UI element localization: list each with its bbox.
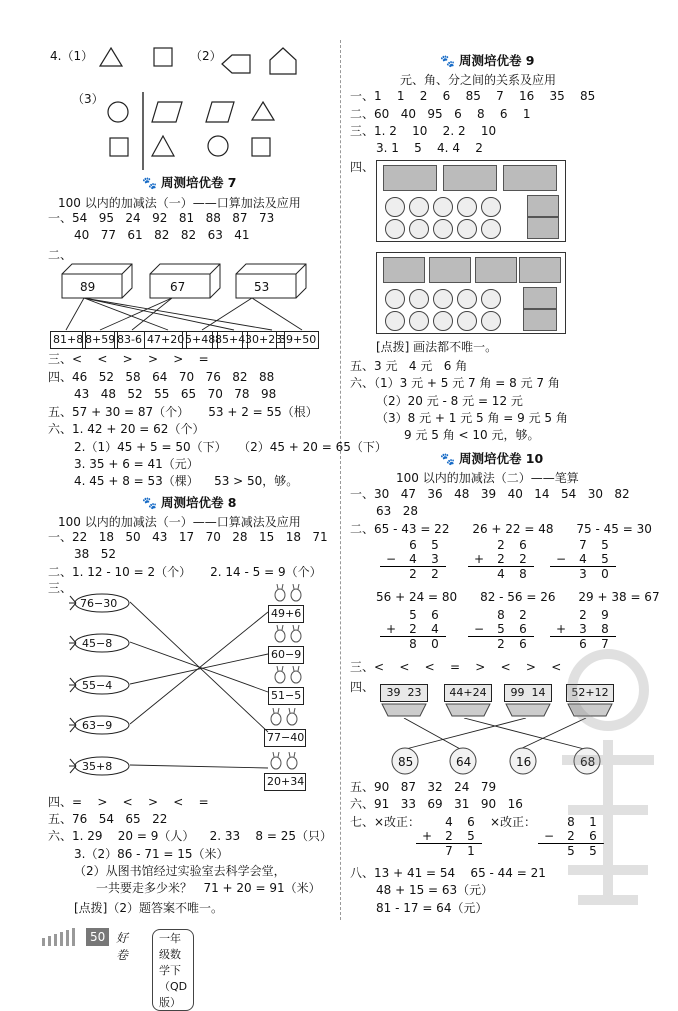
basket-label: 44+24	[444, 684, 492, 702]
week10-subtitle: 100 以内的加减法（二）——笔算	[396, 471, 579, 485]
q4-label-1: 4.（1）	[50, 49, 94, 63]
basket-label: 39 23	[380, 684, 428, 702]
rabbit-icon	[268, 584, 308, 602]
correction-calculation: 8 1 − 2 6 5 5	[538, 815, 604, 858]
rabbit-label: 49+6	[268, 605, 304, 623]
circle-icon	[206, 134, 230, 158]
rabbit-card	[268, 666, 308, 705]
answer-line: 二、65 - 43 = 22 26 + 22 = 48 75 - 45 = 30	[350, 522, 652, 536]
week10-title: 周测培优卷 10	[458, 451, 544, 466]
ball-label: 68	[580, 755, 596, 769]
parallelogram-icon	[150, 100, 184, 124]
expression-tile: 81+8	[50, 331, 86, 349]
expression-tile: 47+20	[144, 331, 187, 349]
answer-line: 40 77 61 82 82 63 41	[74, 228, 250, 242]
q4-label-3: （3）	[72, 92, 104, 106]
answer-line: 四、	[350, 680, 375, 694]
rabbit-icon	[264, 708, 304, 726]
banknote-icon	[475, 257, 517, 283]
banknote-icon	[429, 257, 471, 283]
answer-line: 63 28	[376, 504, 418, 518]
coin-icon	[385, 197, 405, 217]
rabbit-card	[268, 584, 308, 623]
brand-logo: 好卷	[116, 931, 129, 962]
cuboid-box	[232, 262, 312, 300]
rabbit-icon	[268, 666, 308, 684]
triangle-icon	[150, 134, 176, 158]
section-title-week9	[440, 51, 535, 69]
pentagon-flag-icon	[220, 52, 252, 76]
banknote-icon	[519, 257, 561, 283]
vertical-calculation: 6 5 − 4 3 2 2	[380, 538, 446, 581]
answer-line: 四、46 52 58 64 70 76 82 88	[48, 370, 275, 384]
money-panel	[376, 160, 566, 242]
answer-line: 9 元 5 角 < 10 元，够。	[404, 428, 540, 442]
answer-line: 38 52	[74, 547, 116, 561]
basket-label: 52+12	[566, 684, 614, 702]
answer-line: 三、	[48, 581, 73, 595]
ball-label: 16	[516, 755, 532, 769]
expression-tile: 39+50	[276, 331, 319, 349]
rabbit-label: 51−5	[268, 687, 304, 705]
answer-line: 三、< < < = > < > <	[350, 660, 562, 674]
stripe-decoration	[40, 928, 84, 946]
q4-label-2: （2）	[190, 49, 222, 63]
answer-line: 3. 1 5 4. 4 2	[376, 141, 483, 155]
coin-icon	[385, 219, 405, 239]
paw-icon: 🐾	[142, 176, 157, 190]
banknote-icon	[523, 287, 557, 309]
circle-icon	[106, 100, 130, 124]
coin-icon	[481, 311, 501, 331]
answer-line: （2）20 元 - 8 元 = 12 元	[376, 394, 523, 408]
coin-icon	[481, 197, 501, 217]
answer-line: 六、（1）3 元 + 5 元 7 角 = 8 元 7 角	[350, 376, 560, 390]
carrot-label: 76−30	[80, 597, 118, 610]
banknote-icon	[527, 195, 559, 217]
answer-line: 六、91 33 69 31 90 16	[350, 797, 523, 811]
ball-label: 85	[398, 755, 414, 769]
answer-line: 四、= > < > < =	[48, 795, 209, 809]
ball-label: 64	[456, 755, 472, 769]
rabbit-icon	[268, 625, 308, 643]
rabbit-card	[264, 708, 306, 747]
banknote-icon	[527, 217, 559, 239]
banknote-icon	[443, 165, 497, 191]
expression-tile: 83-6	[114, 331, 145, 349]
basket-icon	[380, 702, 428, 718]
answer-line: 一共要走多少米？ 71 + 20 = 91（米）	[96, 881, 321, 895]
vertical-calculation: 5 6 + 2 4 8 0	[380, 608, 446, 651]
answer-line: 二、	[48, 248, 73, 262]
answer-line: 二、1. 12 - 10 = 2（个） 2. 14 - 5 = 9（个）	[48, 565, 322, 579]
box-value: 89	[80, 280, 96, 294]
answer-line: 48 + 15 = 63（元）	[376, 883, 494, 897]
carrot-label: 45−8	[82, 637, 113, 650]
correction-calculation: 4 6 + 2 5 7 1	[416, 815, 482, 858]
expression-tile: 5+48	[182, 331, 218, 349]
coin-icon	[457, 311, 477, 331]
coin-icon	[433, 311, 453, 331]
banknote-icon	[523, 309, 557, 331]
page-number: 50	[86, 928, 109, 946]
cuboid-box	[146, 262, 226, 300]
week7-title: 周测培优卷 7	[160, 175, 237, 190]
answer-line: 43 48 52 55 65 70 78 98	[74, 387, 277, 401]
basket-icon	[444, 702, 492, 718]
rabbit-card	[268, 625, 308, 664]
answer-line: 四、	[350, 160, 375, 174]
coin-icon	[433, 289, 453, 309]
paw-icon: 🐾	[440, 452, 455, 466]
square-icon	[108, 136, 130, 158]
coin-icon	[409, 311, 429, 331]
triangle-icon	[98, 46, 124, 68]
answer-line: 一、30 47 36 48 39 40 14 54 30 82	[350, 487, 630, 501]
answer-line: 三、1. 2 10 2. 2 10	[350, 124, 497, 138]
coin-icon	[433, 219, 453, 239]
answer-line: 81 - 17 = 64（元）	[376, 901, 488, 915]
tip-line: [点拨] 画法都不唯一。	[376, 340, 498, 354]
basket-icon	[504, 702, 552, 718]
week7-subtitle: 100 以内的加减法（一）——口算加法及应用	[58, 196, 301, 210]
carrot-label: 35+8	[82, 760, 113, 773]
paw-icon: 🐾	[440, 54, 455, 68]
answer-line: 五、3 元 4 元 6 角	[350, 359, 468, 373]
coin-icon	[457, 197, 477, 217]
answer-line: 一、22 18 50 43 17 70 28 15 18 71	[48, 530, 328, 544]
answer-line: 五、90 87 32 24 79	[350, 780, 497, 794]
expression-tile: 30+23	[242, 331, 285, 349]
triangle-icon	[250, 100, 276, 122]
square-icon	[152, 46, 174, 68]
coin-icon	[481, 219, 501, 239]
section-title-week7	[142, 173, 237, 191]
basket-label: 99 14	[504, 684, 552, 702]
answer-line: 八、13 + 41 = 54 65 - 44 = 21	[350, 866, 546, 880]
answer-line: 三、< < > > > =	[48, 352, 209, 366]
divider-line	[141, 92, 145, 170]
rabbit-label: 20+34	[264, 773, 306, 791]
coin-icon	[409, 289, 429, 309]
answer-line: 4. 45 + 8 = 53（棵） 53 > 50，够。	[74, 474, 299, 488]
banknote-icon	[383, 165, 437, 191]
coin-icon	[457, 289, 477, 309]
matching-lines	[130, 600, 270, 770]
house-shape-icon	[268, 46, 298, 76]
answer-line: 七、×改正：	[350, 815, 421, 829]
answer-line: 2.（1）45 + 5 = 50（下） （2）45 + 20 = 65（下）	[74, 440, 387, 454]
week8-subtitle: 100 以内的加减法（一）——口算减法及应用	[58, 515, 301, 529]
vertical-calculation: 7 5 − 4 5 3 0	[550, 538, 616, 581]
coin-icon	[385, 311, 405, 331]
week9-title: 周测培优卷 9	[458, 53, 535, 68]
carrot-label: 55−4	[82, 679, 113, 692]
answer-line: 3. 35 + 6 = 41（元）	[74, 457, 199, 471]
coin-icon	[409, 197, 429, 217]
vertical-calculation: 2 6 + 2 2 4 8	[468, 538, 534, 581]
answer-line: 3.（2）86 - 71 = 15（米）	[74, 847, 229, 861]
box-value: 53	[254, 280, 270, 294]
answer-line: ×改正：	[490, 815, 537, 829]
rabbit-card	[264, 752, 306, 791]
coin-icon	[457, 219, 477, 239]
watermark-logo	[548, 640, 668, 920]
paw-icon: 🐾	[142, 496, 157, 510]
parallelogram-icon	[204, 100, 236, 124]
answer-line: 五、76 54 65 22	[48, 812, 168, 826]
vertical-calculation: 2 9 + 3 8 6 7	[550, 608, 616, 651]
answer-line: （3）8 元 + 1 元 5 角 = 9 元 5 角	[376, 411, 568, 425]
rabbit-label: 60−9	[268, 646, 304, 664]
answer-line: 二、60 40 95 6 8 6 1	[350, 107, 531, 121]
carrot-label: 63−9	[82, 719, 113, 732]
expression-tile: 85+4	[212, 331, 248, 349]
week8-title: 周测培优卷 8	[160, 495, 237, 510]
rabbit-label: 77−40	[264, 729, 306, 747]
coin-icon	[409, 219, 429, 239]
expression-tile: 8+59	[82, 331, 118, 349]
box-value: 67	[170, 280, 186, 294]
answer-line: 六、1. 29 20 = 9（人） 2. 33 8 = 25（只）	[48, 829, 333, 843]
section-title-week10	[440, 449, 543, 467]
coin-icon	[481, 289, 501, 309]
money-panel	[376, 252, 566, 334]
answer-line: 五、57 + 30 = 87（个） 53 + 2 = 55（根）	[48, 405, 318, 419]
vertical-calculation: 8 2 − 5 6 2 6	[468, 608, 534, 651]
week9-subtitle: 元、角、分之间的关系及应用	[400, 73, 557, 87]
answer-line: 56 + 24 = 80 82 - 56 = 26 29 + 38 = 67	[376, 590, 660, 604]
matching-lines	[52, 298, 317, 332]
banknote-icon	[383, 257, 425, 283]
answer-line: （2）从图书馆经过实验室去科学会堂，	[74, 864, 286, 878]
answer-line: 六、1. 42 + 20 = 62（个）	[48, 422, 205, 436]
banknote-icon	[503, 165, 557, 191]
coin-icon	[385, 289, 405, 309]
grade-label: 一年级数学下（QD 版）	[152, 929, 194, 1011]
rabbit-icon	[264, 752, 304, 770]
cuboid-box	[58, 262, 138, 300]
square-icon	[250, 136, 272, 158]
tip-line: [点拨]（2）题答案不唯一。	[74, 901, 223, 915]
answer-line: 一、54 95 24 92 81 88 87 73	[48, 211, 275, 225]
section-title-week8	[142, 493, 237, 511]
answer-line: 一、1 1 2 6 85 7 16 35 85	[350, 89, 596, 103]
coin-icon	[433, 197, 453, 217]
